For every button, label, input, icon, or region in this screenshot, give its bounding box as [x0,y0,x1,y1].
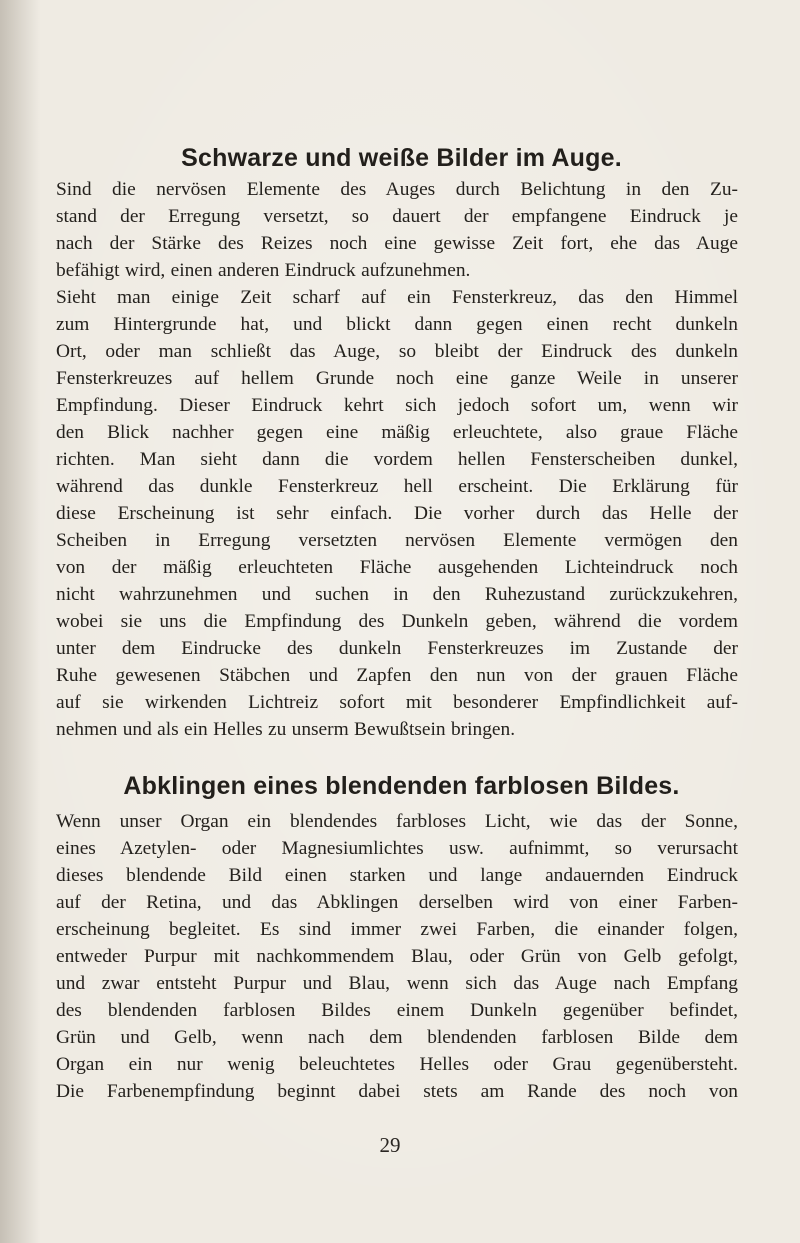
text-line: richten. Man sieht dann die vordem hellen Fensterscheiben dunkel, [56,449,738,470]
text-line: Ruhe gewesenen Stäbchen und Zapfen den nun von der grauen Fläche [56,665,738,686]
text-line: Grün und Gelb, wenn nach dem blendenden farblosen Bilde dem [56,1027,738,1048]
text-line: auf sie wirkenden Lichtreiz sofort mit besonderer Empfindlichkeit auf- [56,692,738,713]
text-line: zum Hintergrunde hat, und blickt dann gegen einen recht dunkeln [56,314,738,335]
text-line: unter dem Eindrucke des dunkeln Fensterkreuzes im Zustande der [56,638,738,659]
text-line: und zwar entsteht Purpur und Blau, wenn sich das Auge nach Empfang [56,973,738,994]
section-heading-afterimage: Abklingen eines blendenden farblosen Bildes. [123,772,680,800]
text-line: Organ ein nur wenig beleuchtetes Helles oder Grau gegenübersteht. [56,1054,738,1075]
text-line: diese Erscheinung ist sehr einfach. Die vorher durch das Helle der [56,503,738,524]
text-line: stand der Erregung versetzt, so dauert der empfangene Eindruck je [56,206,738,227]
text-line: Fensterkreuzes auf hellem Grunde noch eine ganze Weile in unserer [56,368,738,389]
text-line: erscheinung begleitet. Es sind immer zwei Farben, die einander folgen, [56,919,738,940]
text-line: von der mäßig erleuchteten Fläche ausgehenden Lichteindruck noch [56,557,738,578]
text-line: Die Farbenempfindung beginnt dabei stets am Rande des noch von [56,1081,738,1102]
text-line: des blendenden farblosen Bildes einem Dunkeln gegenüber befindet, [56,1000,738,1021]
paragraph-3 [56,808,738,1105]
text-line: dieses blendende Bild einen starken und lange andauernden Eindruck [56,865,738,886]
text-line: Empfindung. Dieser Eindruck kehrt sich jedoch sofort um, wenn wir [56,395,738,416]
text-line: Wenn unser Organ ein blendendes farbloses Licht, wie das der Sonne, [56,811,738,832]
paragraph-1 [56,176,738,284]
text-line: nehmen und als ein Helles zu unserm Bewußtsein bringen. [56,719,516,740]
paragraph-2 [56,284,738,743]
text-line: nach der Stärke des Reizes noch eine gewisse Zeit fort, ehe das Auge [56,233,738,254]
page-content [56,140,738,1105]
text-line: entweder Purpur mit nachkommendem Blau, oder Grün von Gelb gefolgt, [56,946,738,967]
text-line: eines Azetylen- oder Magnesiumlichtes usw. aufnimmt, so verursacht [56,838,738,859]
text-line: während das dunkle Fensterkreuz hell erscheint. Die Erklärung für [56,476,738,497]
text-line: Sind die nervösen Elemente des Auges durch Belichtung in den Zu- [56,179,738,200]
text-line: wobei sie uns die Empfindung des Dunkeln geben, während die vordem [56,611,738,632]
text-line: Sieht man einige Zeit scharf auf ein Fensterkreuz, das den Himmel [56,287,738,308]
text-line: Scheiben in Erregung versetzten nervösen Elemente vermögen den [56,530,738,551]
page-edge-shadow [0,0,40,1243]
text-line: auf der Retina, und das Abklingen derselben wird von einer Farben- [56,892,738,913]
page-number: 29 [379,1133,401,1157]
text-line: den Blick nachher gegen eine mäßig erleuchtete, also graue Fläche [56,422,738,443]
text-line: Ort, oder man schließt das Auge, so bleibt der Eindruck des dunkeln [56,341,738,362]
text-line: befähigt wird, einen anderen Eindruck aufzunehmen. [56,260,471,281]
section-heading-black-white-images: Schwarze und weiße Bilder im Auge. [181,144,622,172]
text-line: nicht wahrzunehmen und suchen in den Ruhezustand zurückzukehren, [56,584,738,605]
